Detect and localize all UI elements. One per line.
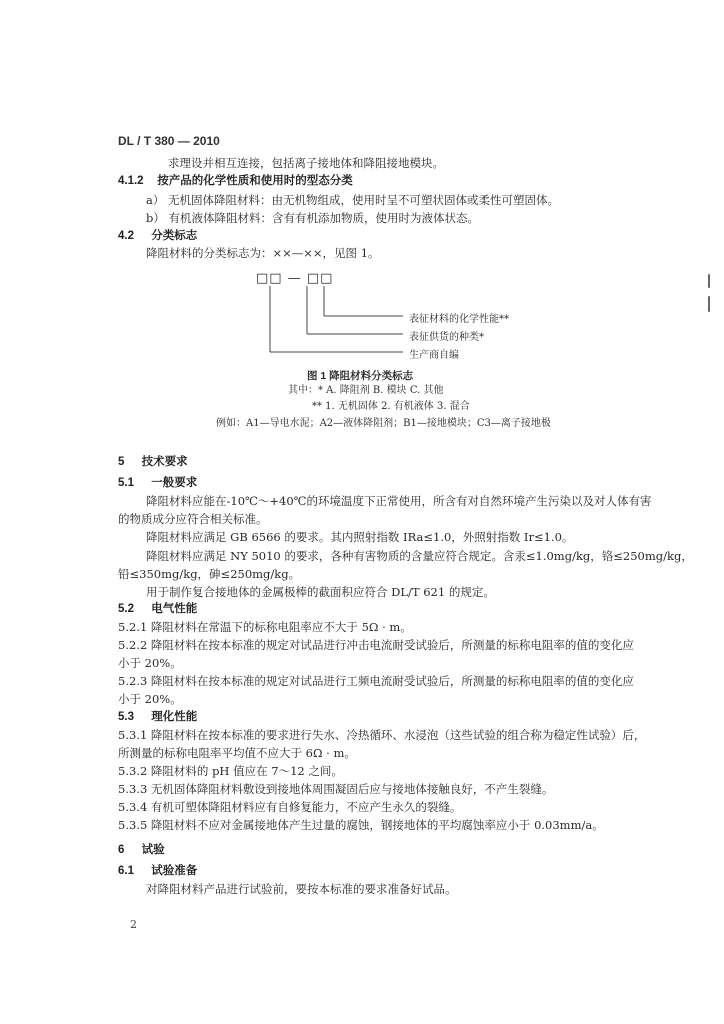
list-item-a: a） 无机固体降阻材料：由无机物组成，使用时呈不可塑状固体或柔性可塑固体。 bbox=[146, 193, 560, 207]
figure-label-producer: 生产商自编 bbox=[409, 350, 459, 361]
paragraph-line: 的物质成分应符合相关标准。 bbox=[118, 512, 268, 526]
section-number: 6 bbox=[118, 844, 125, 856]
clause-5-2-2: 5.2.2 降阻材料在按本标准的规定对试品进行冲击电流耐受试验后，所测量的标称电阻率的值的变化应 bbox=[118, 638, 634, 652]
clause-5-2-2-cont: 小于 20%。 bbox=[118, 656, 182, 670]
scan-artifact bbox=[708, 296, 710, 312]
figure-label-chemical: 表征材料的化学性能** bbox=[409, 314, 509, 325]
page-number: 2 bbox=[130, 918, 137, 931]
section-title: 电气性能 bbox=[151, 603, 198, 615]
paragraph-line: 降阻材料应满足 NY 5010 的要求，各种有害物质的含量应符合规定。含汞≤1.0mg/kg，铬≤250mg/kg， bbox=[146, 549, 693, 563]
section-5-heading bbox=[118, 455, 188, 469]
figure-example: 例如：A1—导电水泥；A2—液体降阻剂；B1—接地模块；C3—离子接地极 bbox=[216, 418, 551, 429]
section-5-2-heading bbox=[118, 602, 197, 616]
section-title: 试验 bbox=[141, 844, 165, 856]
section-title: 按产品的化学性质和使用时的型态分类 bbox=[157, 175, 353, 187]
paragraph-line: 降阻材料应能在-10℃～+40℃的环境温度下正常使用，所含有对自然环境产生污染以及对人体有害 bbox=[146, 494, 652, 508]
figure-note-2: ** 1. 无机固体 2. 有机液体 3. 混合 bbox=[312, 401, 470, 412]
section-number: 5.2 bbox=[118, 603, 134, 615]
section-number: 5.3 bbox=[118, 711, 134, 723]
list-item-b: b） 有机液体降阻材料：含有有机添加物质，使用时为液体状态。 bbox=[146, 211, 480, 225]
section-6-1-paragraph: 对降阻材料产品进行试验前，要按本标准的要求准备好试品。 bbox=[146, 882, 457, 896]
clause-5-3-1: 5.3.1 降阻材料在按本标准的要求进行失水、冷热循环、水浸泡（这些试验的组合称为稳定性试验）后， bbox=[118, 728, 646, 742]
section-number: 5.1 bbox=[118, 477, 134, 489]
clause-5-3-2: 5.3.2 降阻材料的 pH 值应在 7～12 之间。 bbox=[118, 764, 343, 778]
section-title: 一般要求 bbox=[151, 477, 198, 489]
classification-code-boxes: □□ — □□ bbox=[256, 271, 334, 286]
paragraph-line: 铅≤350mg/kg，砷≤250mg/kg。 bbox=[118, 567, 301, 581]
clause-5-3-5: 5.3.5 降阻材料不应对金属接地体产生过量的腐蚀，钢接地体的平均腐蚀率应小于 0.03mm/a。 bbox=[118, 818, 604, 832]
scan-artifact bbox=[708, 274, 710, 288]
clause-5-2-3-cont: 小于 20%。 bbox=[118, 692, 182, 706]
clause-5-2-3: 5.2.3 降阻材料在按本标准的规定对试品进行工频电流耐受试验后，所测量的标称电阻率的值的变化应 bbox=[118, 674, 634, 688]
clause-5-3-4: 5.3.4 有机可塑体降阻材料应有自修复能力，不应产生永久的裂缝。 bbox=[118, 800, 462, 814]
section-number: 4.1.2 bbox=[118, 175, 144, 187]
section-6-1-heading bbox=[118, 864, 197, 878]
section-title: 技术要求 bbox=[141, 456, 188, 468]
section-4-1-2-heading bbox=[118, 174, 353, 188]
clause-5-3-3: 5.3.3 无机固体降阻材料敷设到接地体周围凝固后应与接地体接触良好，不产生裂缝。 bbox=[118, 782, 554, 796]
section-title: 理化性能 bbox=[151, 711, 198, 723]
figure-label-supply: 表征供货的种类* bbox=[409, 332, 484, 343]
clause-5-3-1-cont: 所测量的标称电阻率平均值不应大于 6Ω · m。 bbox=[118, 746, 356, 760]
paragraph-line: 用于制作复合接地体的金属极棒的截面积应符合 DL/T 621 的规定。 bbox=[146, 585, 495, 599]
section-4-2-paragraph: 降阻材料的分类标志为：××—××，见图 1。 bbox=[146, 246, 380, 260]
section-6-heading bbox=[118, 843, 165, 857]
section-number: 5 bbox=[118, 456, 125, 468]
section-title: 试验准备 bbox=[151, 865, 198, 877]
clause-5-2-1: 5.2.1 降阻材料在常温下的标称电阻率应不大于 5Ω · m。 bbox=[118, 620, 412, 634]
section-number: 6.1 bbox=[118, 865, 134, 877]
section-5-1-heading bbox=[118, 476, 197, 490]
continued-text: 求理设并相互连接，包括离子接地体和降阻接地模块。 bbox=[168, 156, 444, 170]
section-5-3-heading bbox=[118, 710, 197, 724]
standard-code-header: DL / T 380 — 2010 bbox=[118, 134, 220, 148]
section-4-2-heading bbox=[118, 229, 197, 243]
figure-1-leader-lines bbox=[255, 286, 415, 360]
section-title: 分类标志 bbox=[151, 230, 198, 242]
figure-1-caption: 图 1 降阻材料分类标志 bbox=[307, 370, 414, 382]
figure-note-1: 其中：* A. 降阻剂 B. 模块 C. 其他 bbox=[288, 385, 444, 396]
paragraph-line: 降阻材料应满足 GB 6566 的要求。其内照射指数 IRa≤1.0，外照射指数 Ir≤1.0。 bbox=[146, 530, 574, 544]
section-number: 4.2 bbox=[118, 230, 134, 242]
